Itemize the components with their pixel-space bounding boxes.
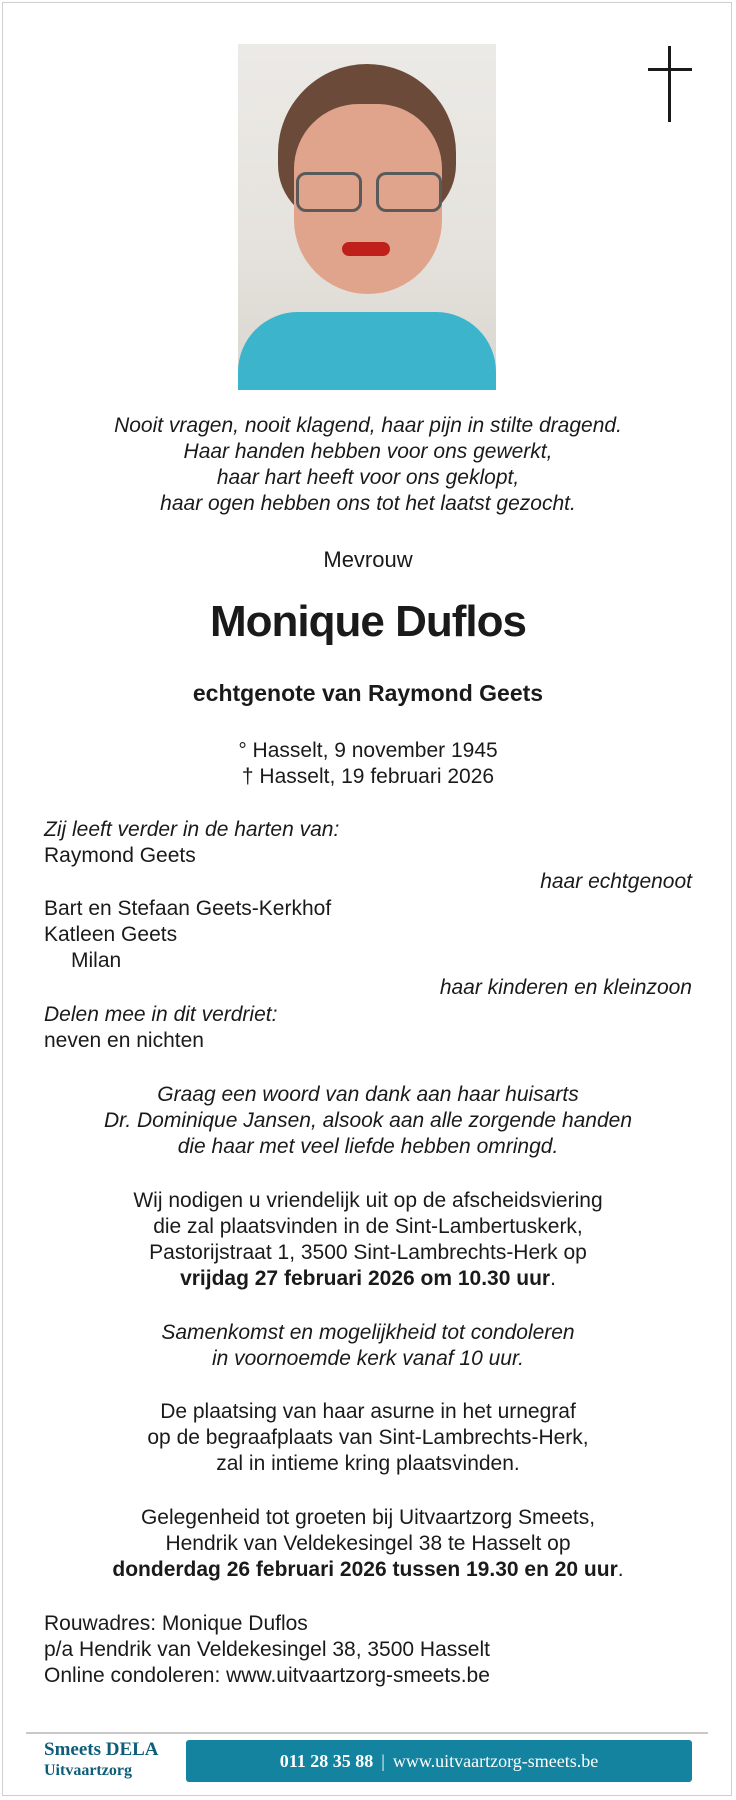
salutation: Mevrouw (323, 547, 413, 572)
poem (0, 413, 736, 517)
ceremony-when: vrijdag 27 februari 2026 om 10.30 uur (180, 1267, 551, 1290)
grandchild-name: Milan (71, 949, 122, 972)
gathering-line: in voornoemde kerk vanaf 10 uur. (211, 1347, 525, 1370)
life-dates (0, 738, 736, 790)
children-role: haar kinderen en kleinzoon (439, 976, 692, 999)
family-intro: Zij leeft verder in de harten van: (44, 818, 340, 841)
poem-line: Haar handen hebben voor ons gewerkt, (183, 440, 553, 463)
child-name: Bart en Stefaan Geets-Kerkhof (44, 897, 332, 920)
phone-number[interactable]: 011 28 35 88 (279, 1750, 374, 1771)
poem-line: haar hart heeft voor ons geklopt, (216, 466, 520, 489)
ceremony-line: Pastorijstraat 1, 3500 Sint-Lambrechts-Herk op (149, 1241, 587, 1264)
thanks-line: Graag een woord van dank aan haar huisarts (157, 1083, 579, 1106)
urn-line: zal in intieme kring plaatsvinden. (216, 1452, 520, 1475)
visit-text (0, 1505, 736, 1583)
share-intro: Delen mee in dit verdriet: (44, 1003, 278, 1026)
address-line: Rouwadres: Monique Duflos (44, 1612, 308, 1635)
footer-separator: | (381, 1750, 385, 1771)
ceremony-when-line: vrijdag 27 februari 2026 om 10.30 uur. (180, 1267, 556, 1290)
poem-line: Nooit vragen, nooit klagend, haar pijn in stilte dragend. (114, 414, 622, 437)
urn-text (0, 1399, 736, 1477)
visit-when: donderdag 26 februari 2026 tussen 19.30 en 20 uur (112, 1558, 618, 1581)
death-date: † Hasselt, 19 februari 2026 (241, 765, 495, 788)
online-condolence-line: Online condoleren: www.uitvaartzorg-smeets.be (44, 1664, 490, 1687)
visit-when-line: donderdag 26 februari 2026 tussen 19.30 en 20 uur. (112, 1558, 624, 1581)
urn-line: De plaatsing van haar asurne in het urnegraf (160, 1400, 576, 1423)
ceremony-text (0, 1188, 736, 1292)
relatives: neven en nichten (44, 1029, 204, 1052)
address-line: p/a Hendrik van Veldekesingel 38, 3500 Hasselt (44, 1638, 490, 1661)
logo-line2: Uitvaartzorg (44, 1762, 132, 1779)
portrait-photo (238, 44, 496, 390)
contact-bar (186, 1740, 692, 1782)
spouse-name: Raymond Geets (44, 844, 196, 867)
gathering-line: Samenkomst en mogelijkheid tot condoleren (161, 1321, 575, 1344)
thanks-text (0, 1082, 736, 1160)
visit-line: Hendrik van Veldekesingel 38 te Hasselt op (165, 1532, 571, 1555)
spouse-role: haar echtgenoot (540, 870, 692, 893)
photo-shirt (238, 312, 496, 390)
cross-icon (648, 46, 692, 122)
photo-glasses-left (296, 172, 362, 212)
website-link[interactable]: www.uitvaartzorg-smeets.be (392, 1750, 599, 1771)
logo-line1: Smeets DELA (44, 1739, 159, 1760)
poem-line: haar ogen hebben ons tot het laatst gezocht. (160, 492, 576, 515)
urn-line: op de begraafplaats van Sint-Lambrechts-Herk, (147, 1426, 589, 1449)
funeral-home-logo (44, 1739, 159, 1781)
footer-divider (26, 1732, 708, 1734)
thanks-line: die haar met veel liefde hebben omringd. (177, 1135, 559, 1158)
photo-glasses-right (376, 172, 442, 212)
gathering-text (0, 1320, 736, 1372)
birth-date: ° Hasselt, 9 november 1945 (238, 739, 498, 762)
deceased-name: Monique Duflos (210, 597, 526, 646)
spouse-line: echtgenote van Raymond Geets (192, 680, 544, 706)
child-name: Katleen Geets (44, 923, 178, 946)
photo-lips (342, 242, 390, 256)
ceremony-line: die zal plaatsvinden in de Sint-Lambertuskerk, (153, 1215, 583, 1238)
thanks-line: Dr. Dominique Jansen, alsook aan alle zorgende handen (103, 1109, 633, 1132)
ceremony-line: Wij nodigen u vriendelijk uit op de afscheidsviering (133, 1189, 603, 1212)
visit-line: Gelegenheid tot groeten bij Uitvaartzorg Smeets, (140, 1506, 596, 1529)
